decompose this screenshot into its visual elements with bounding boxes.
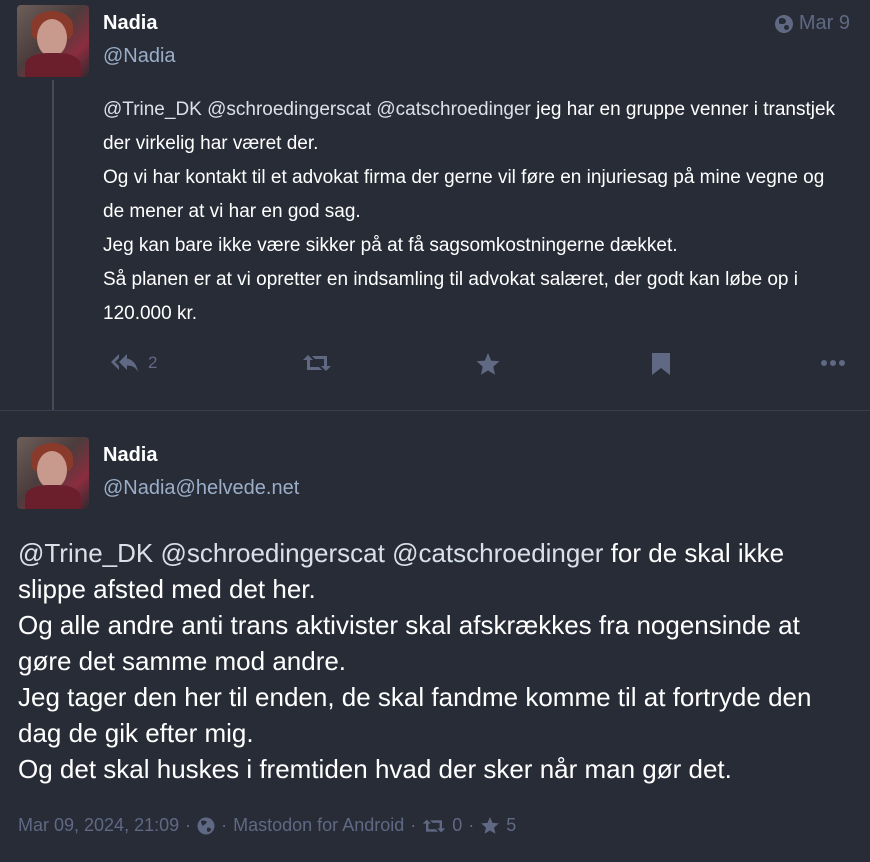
content-line: Og vi har kontakt til et advokat firma der gerne vil føre en injuriesag på mine vegne og de mener at vi har en god sag. (103, 167, 825, 222)
retweet-icon (302, 352, 332, 374)
mention-links[interactable]: @Trine_DK @schroedingerscat @catschroedinger (18, 538, 604, 568)
display-name[interactable]: Nadia (103, 12, 158, 34)
content-line: Jeg tager den her til enden, de skal fandme komme til at fortryde den dag de gik efter mig. (18, 682, 812, 748)
content-line: Så planen er at vi opretter en indsamling til advokat salæret, der godt kan løbe op i 120.000 kr. (103, 269, 798, 324)
globe-icon (197, 817, 215, 835)
reply-all-button[interactable] (110, 352, 157, 374)
more-button[interactable] (820, 352, 846, 374)
meta-separator: · (221, 815, 228, 835)
status-item (0, 0, 870, 410)
status-timestamp[interactable] (775, 12, 850, 35)
content-line: jeg har en gruppe venner i transtjek der virkelig har været der. (103, 99, 836, 154)
application-name[interactable]: Mastodon for Android (233, 815, 405, 835)
status-datetime[interactable]: Mar 09, 2024, 21:09 (18, 815, 180, 835)
bookmark-button[interactable] (651, 352, 671, 376)
ellipsis-icon (820, 352, 846, 374)
content-line: Jeg kan bare ikke være sikker på at få sagsomkostningerne dækket. (103, 235, 678, 256)
thread-connector (52, 80, 54, 410)
account-handle[interactable]: @Nadia (103, 45, 176, 67)
meta-separator: · (410, 815, 417, 835)
account-handle[interactable]: @Nadia@helvede.net (103, 477, 300, 499)
content-line: Og det skal huskes i fremtiden hvad der sker når man gør det. (18, 754, 732, 784)
mention-links[interactable]: @Trine_DK @schroedingerscat @catschroedinger (103, 99, 531, 120)
star-icon (480, 816, 500, 835)
reblog-count[interactable]: 0 (452, 815, 463, 835)
avatar[interactable] (17, 437, 89, 509)
boost-button[interactable] (302, 352, 332, 374)
meta-separator: · (468, 815, 475, 835)
reply-count: 2 (148, 353, 158, 372)
meta-separator: · (185, 815, 192, 835)
relative-time: Mar 9 (798, 12, 850, 34)
status-meta (18, 815, 516, 836)
content-line: for de skal ikke slippe afsted med det her. (18, 538, 785, 604)
avatar[interactable] (17, 5, 89, 77)
retweet-icon (422, 817, 446, 835)
status-content (103, 93, 843, 331)
display-name[interactable]: Nadia (103, 444, 158, 466)
bookmark-icon (651, 352, 671, 376)
status-action-bar (110, 352, 850, 382)
content-line: Og alle andre anti trans aktivister skal afskrækkes fra nogensinde at gøre det samme mod andre. (18, 610, 800, 676)
status-content (18, 535, 858, 787)
favourite-button[interactable] (475, 352, 501, 376)
globe-icon (775, 15, 793, 33)
star-icon (475, 352, 501, 376)
reply-all-icon (110, 352, 140, 374)
favourite-count[interactable]: 5 (506, 815, 517, 835)
